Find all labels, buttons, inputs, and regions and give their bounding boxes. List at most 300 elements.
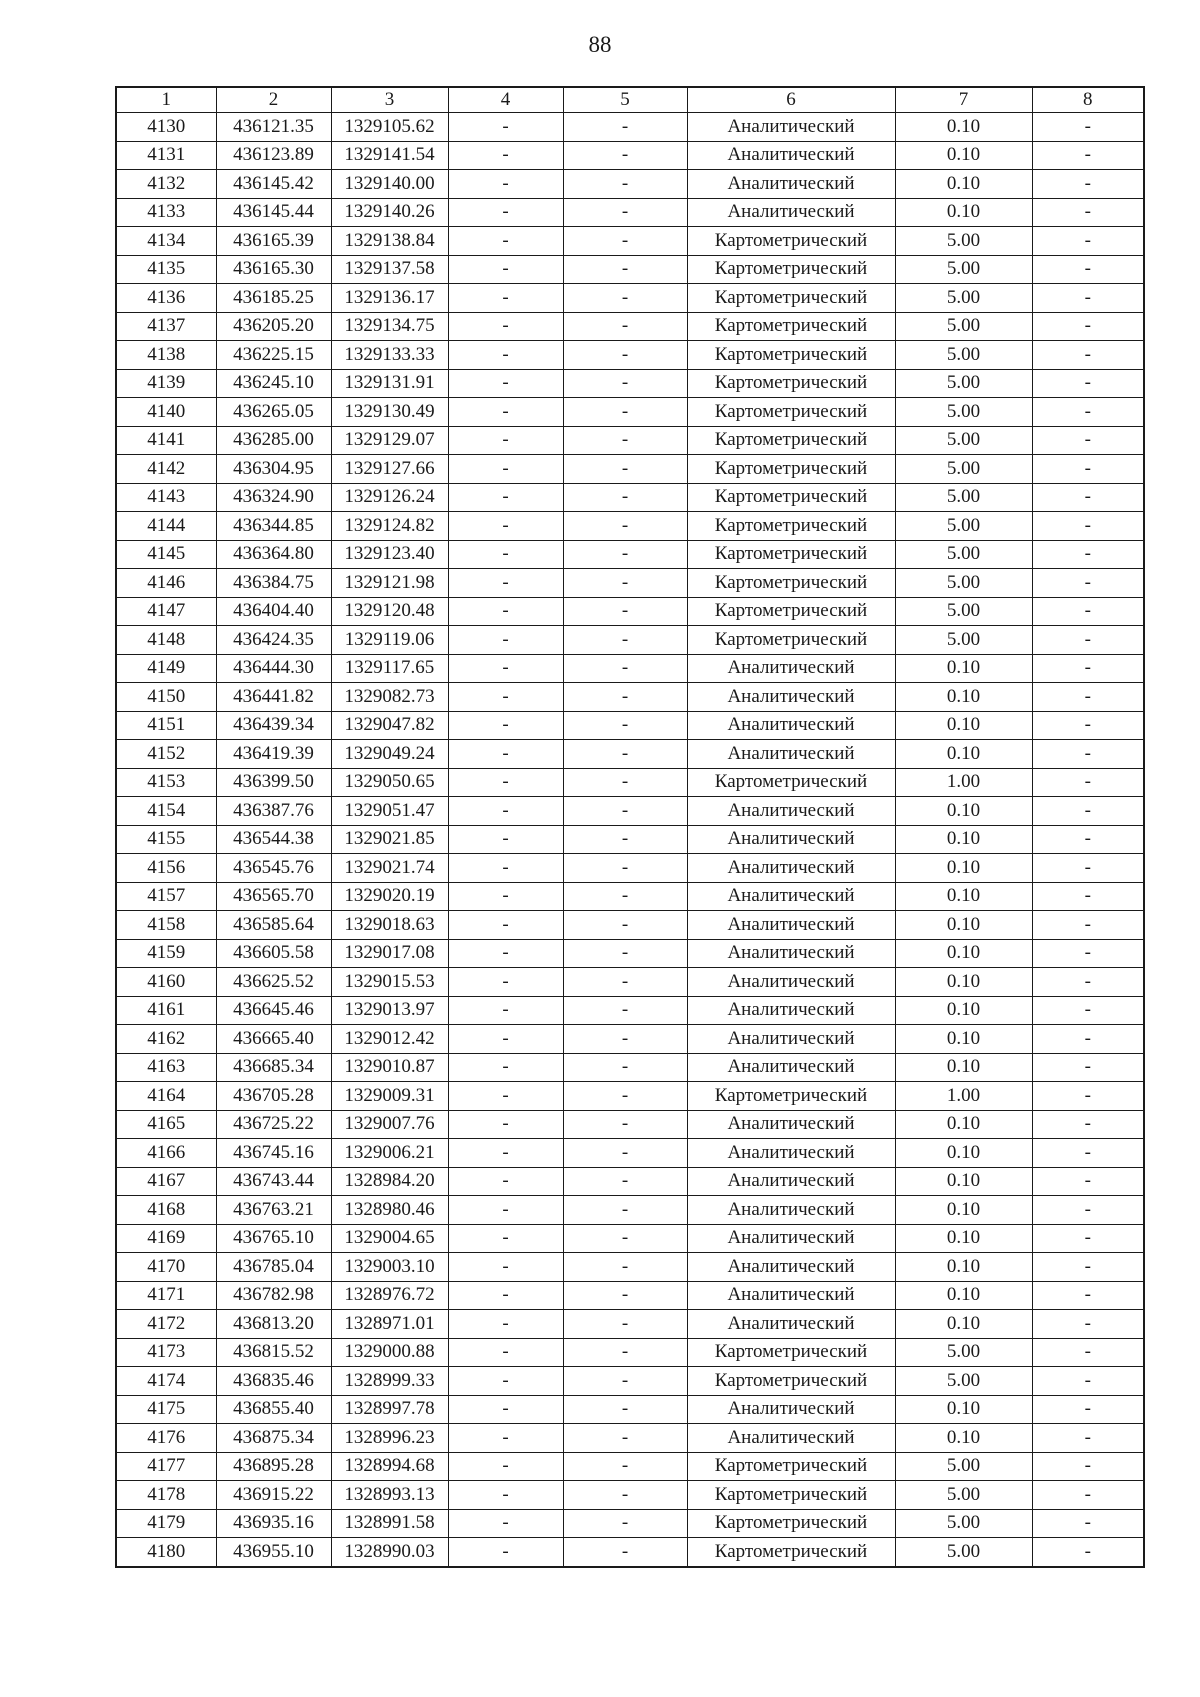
table-cell: 436935.16 [216, 1509, 331, 1538]
table-cell: 436424.35 [216, 626, 331, 655]
table-cell: - [563, 1196, 687, 1225]
table-cell: 436665.40 [216, 1025, 331, 1054]
table-cell: 1328971.01 [331, 1310, 448, 1339]
table-cell: - [448, 512, 563, 541]
table-cell: - [1032, 455, 1144, 484]
table-cell: 1329082.73 [331, 683, 448, 712]
table-row [116, 1082, 1144, 1111]
table-cell: - [563, 654, 687, 683]
table-cell: 1329120.48 [331, 597, 448, 626]
table-cell: 436121.35 [216, 113, 331, 142]
table-cell: 0.10 [895, 141, 1032, 170]
table-cell: 4167 [116, 1167, 216, 1196]
table-cell: 1329127.66 [331, 455, 448, 484]
table-cell: - [563, 426, 687, 455]
table-row [116, 1053, 1144, 1082]
table-cell: Картометрический [687, 1338, 895, 1367]
table-cell: 1329018.63 [331, 911, 448, 940]
table-cell: 436765.10 [216, 1224, 331, 1253]
table-cell: Картометрический [687, 312, 895, 341]
table-cell: 1328984.20 [331, 1167, 448, 1196]
table-cell: 4169 [116, 1224, 216, 1253]
table-cell: 436441.82 [216, 683, 331, 712]
table-cell: - [448, 1025, 563, 1054]
table-cell: Аналитический [687, 113, 895, 142]
table-cell: 0.10 [895, 1110, 1032, 1139]
table-cell: - [448, 1395, 563, 1424]
table-cell: 436705.28 [216, 1082, 331, 1111]
table-cell: 436265.05 [216, 398, 331, 427]
table-cell: Аналитический [687, 797, 895, 826]
table-cell: 436625.52 [216, 968, 331, 997]
table-cell: - [448, 996, 563, 1025]
table-cell: 0.10 [895, 1281, 1032, 1310]
table-cell: 4146 [116, 569, 216, 598]
table-cell: - [1032, 198, 1144, 227]
table-cell: Аналитический [687, 740, 895, 769]
table-cell: 4138 [116, 341, 216, 370]
table-cell: 436815.52 [216, 1338, 331, 1367]
table-cell: - [1032, 768, 1144, 797]
table-cell: - [448, 255, 563, 284]
table-cell: - [1032, 1224, 1144, 1253]
table-cell: - [1032, 882, 1144, 911]
table-cell: 4168 [116, 1196, 216, 1225]
table-cell: 436782.98 [216, 1281, 331, 1310]
column-header: 4 [448, 87, 563, 113]
table-cell: - [448, 711, 563, 740]
table-cell: 436123.89 [216, 141, 331, 170]
table-cell: - [563, 939, 687, 968]
table-cell: 0.10 [895, 654, 1032, 683]
table-cell: - [1032, 426, 1144, 455]
table-cell: 436685.34 [216, 1053, 331, 1082]
table-cell: - [563, 113, 687, 142]
table-header-row [116, 87, 1144, 113]
table-cell: Картометрический [687, 1452, 895, 1481]
table-cell: - [563, 683, 687, 712]
table-row [116, 939, 1144, 968]
table-cell: - [563, 597, 687, 626]
table-cell: - [1032, 740, 1144, 769]
table-row [116, 996, 1144, 1025]
table-cell: - [1032, 1367, 1144, 1396]
table-row [116, 1509, 1144, 1538]
table-row [116, 768, 1144, 797]
table-cell: Аналитический [687, 1224, 895, 1253]
table-cell: - [563, 512, 687, 541]
table-cell: 4161 [116, 996, 216, 1025]
table-cell: - [1032, 1025, 1144, 1054]
table-cell: 5.00 [895, 597, 1032, 626]
table-cell: Аналитический [687, 996, 895, 1025]
table-cell: - [1032, 1395, 1144, 1424]
table-cell: 4154 [116, 797, 216, 826]
table-cell: 4164 [116, 1082, 216, 1111]
table-cell: - [563, 227, 687, 256]
table-cell: Аналитический [687, 882, 895, 911]
table-cell: 1329003.10 [331, 1253, 448, 1282]
table-cell: - [563, 740, 687, 769]
table-cell: - [448, 1481, 563, 1510]
table-cell: 5.00 [895, 512, 1032, 541]
table-cell: - [1032, 170, 1144, 199]
table-cell: Аналитический [687, 1053, 895, 1082]
table-cell: 5.00 [895, 483, 1032, 512]
table-cell: Аналитический [687, 1395, 895, 1424]
table-cell: - [1032, 711, 1144, 740]
table-cell: - [448, 398, 563, 427]
table-cell: Аналитический [687, 1167, 895, 1196]
table-row [116, 1310, 1144, 1339]
table-cell: 4160 [116, 968, 216, 997]
table-cell: 436344.85 [216, 512, 331, 541]
table-cell: Аналитический [687, 854, 895, 883]
table-cell: Картометрический [687, 626, 895, 655]
table-row [116, 882, 1144, 911]
table-cell: - [448, 198, 563, 227]
table-cell: 0.10 [895, 1139, 1032, 1168]
table-cell: Аналитический [687, 1025, 895, 1054]
table-row [116, 426, 1144, 455]
table-cell: - [448, 1281, 563, 1310]
table-row [116, 711, 1144, 740]
table-cell: Аналитический [687, 1196, 895, 1225]
table-row [116, 1395, 1144, 1424]
table-cell: 5.00 [895, 1481, 1032, 1510]
table-cell: 1329000.88 [331, 1338, 448, 1367]
table-cell: 436544.38 [216, 825, 331, 854]
table-cell: 0.10 [895, 1053, 1032, 1082]
table-row [116, 1253, 1144, 1282]
table-cell: Картометрический [687, 597, 895, 626]
table-cell: Аналитический [687, 911, 895, 940]
table-cell: 1329121.98 [331, 569, 448, 598]
table-cell: - [563, 1452, 687, 1481]
table-row [116, 1110, 1144, 1139]
table-row [116, 740, 1144, 769]
table-cell: - [1032, 939, 1144, 968]
table-cell: 4175 [116, 1395, 216, 1424]
table-cell: 436895.28 [216, 1452, 331, 1481]
table-cell: 0.10 [895, 939, 1032, 968]
table-cell: - [1032, 255, 1144, 284]
table-cell: - [1032, 113, 1144, 142]
table-cell: 1328993.13 [331, 1481, 448, 1510]
table-cell: 5.00 [895, 455, 1032, 484]
table-cell: - [1032, 1053, 1144, 1082]
table-cell: - [1032, 512, 1144, 541]
table-cell: 1329133.33 [331, 341, 448, 370]
table-cell: 436645.46 [216, 996, 331, 1025]
table-cell: - [563, 141, 687, 170]
column-header: 5 [563, 87, 687, 113]
table-cell: 4173 [116, 1338, 216, 1367]
table-cell: 1329119.06 [331, 626, 448, 655]
table-cell: - [563, 341, 687, 370]
table-cell: 0.10 [895, 911, 1032, 940]
table-cell: Аналитический [687, 1139, 895, 1168]
column-header: 3 [331, 87, 448, 113]
table-cell: 436585.64 [216, 911, 331, 940]
table-cell: 436225.15 [216, 341, 331, 370]
table-cell: - [448, 312, 563, 341]
table-cell: 5.00 [895, 569, 1032, 598]
table-cell: 0.10 [895, 1310, 1032, 1339]
table-cell: - [563, 1481, 687, 1510]
table-cell: - [1032, 1196, 1144, 1225]
table-cell: 4145 [116, 540, 216, 569]
table-cell: - [563, 1338, 687, 1367]
table-cell: 5.00 [895, 1338, 1032, 1367]
table-cell: - [1032, 1310, 1144, 1339]
table-row [116, 255, 1144, 284]
column-header: 7 [895, 87, 1032, 113]
table-cell: 5.00 [895, 255, 1032, 284]
table-cell: - [563, 996, 687, 1025]
table-cell: Аналитический [687, 1281, 895, 1310]
table-cell: 4172 [116, 1310, 216, 1339]
table-cell: 1329009.31 [331, 1082, 448, 1111]
table-row [116, 1367, 1144, 1396]
table-cell: 4171 [116, 1281, 216, 1310]
table-cell: - [563, 854, 687, 883]
table-cell: 4143 [116, 483, 216, 512]
table-cell: 5.00 [895, 1367, 1032, 1396]
table-cell: - [563, 1082, 687, 1111]
table-cell: 1329006.21 [331, 1139, 448, 1168]
table-row [116, 1025, 1144, 1054]
table-cell: 1329004.65 [331, 1224, 448, 1253]
table-cell: - [448, 1310, 563, 1339]
table-cell: - [1032, 369, 1144, 398]
table-cell: - [1032, 483, 1144, 512]
table-row [116, 1281, 1144, 1310]
table-cell: - [1032, 312, 1144, 341]
table-cell: - [448, 654, 563, 683]
table-cell: 1329140.26 [331, 198, 448, 227]
table-cell: Картометрический [687, 455, 895, 484]
table-cell: 1328994.68 [331, 1452, 448, 1481]
table-cell: - [1032, 341, 1144, 370]
table-cell: 436364.80 [216, 540, 331, 569]
table-cell: 0.10 [895, 996, 1032, 1025]
table-cell: 1.00 [895, 1082, 1032, 1111]
table-row [116, 284, 1144, 313]
table-row [116, 854, 1144, 883]
table-cell: 1329049.24 [331, 740, 448, 769]
table-cell: 1329137.58 [331, 255, 448, 284]
table-cell: 436145.44 [216, 198, 331, 227]
table-cell: 1329013.97 [331, 996, 448, 1025]
table-row [116, 483, 1144, 512]
table-cell: 0.10 [895, 797, 1032, 826]
table-cell: - [448, 426, 563, 455]
table-cell: - [448, 455, 563, 484]
table-cell: 1329117.65 [331, 654, 448, 683]
table-row [116, 1224, 1144, 1253]
table-cell: 4179 [116, 1509, 216, 1538]
table-cell: 5.00 [895, 426, 1032, 455]
table-cell: 436439.34 [216, 711, 331, 740]
table-row [116, 113, 1144, 142]
table-cell: 436387.76 [216, 797, 331, 826]
table-cell: - [563, 968, 687, 997]
table-cell: 4149 [116, 654, 216, 683]
coordinates-table [115, 86, 1145, 1568]
table-cell: 4133 [116, 198, 216, 227]
table-cell: 4141 [116, 426, 216, 455]
table-cell: 436245.10 [216, 369, 331, 398]
table-cell: 4156 [116, 854, 216, 883]
table-cell: 0.10 [895, 1424, 1032, 1453]
table-cell: - [448, 1110, 563, 1139]
table-cell: Картометрический [687, 1509, 895, 1538]
table-cell: 1329020.19 [331, 882, 448, 911]
table-cell: 436955.10 [216, 1538, 331, 1567]
table-cell: Картометрический [687, 284, 895, 313]
table-cell: Аналитический [687, 654, 895, 683]
table-cell: 1328996.23 [331, 1424, 448, 1453]
table-cell: 0.10 [895, 711, 1032, 740]
table-cell: 4151 [116, 711, 216, 740]
table-cell: 5.00 [895, 369, 1032, 398]
table-cell: 0.10 [895, 1253, 1032, 1282]
table-cell: 436725.22 [216, 1110, 331, 1139]
table-cell: 4180 [116, 1538, 216, 1567]
table-cell: Аналитический [687, 1424, 895, 1453]
table-cell: 436605.58 [216, 939, 331, 968]
table-cell: - [1032, 1452, 1144, 1481]
table-cell: 0.10 [895, 854, 1032, 883]
table-cell: 4148 [116, 626, 216, 655]
table-cell: - [563, 797, 687, 826]
table-cell: - [1032, 1281, 1144, 1310]
table-cell: - [448, 882, 563, 911]
table-cell: - [1032, 569, 1144, 598]
table-cell: Аналитический [687, 1253, 895, 1282]
table-cell: - [1032, 626, 1144, 655]
table-cell: - [563, 626, 687, 655]
table-cell: - [1032, 1338, 1144, 1367]
table-cell: 4170 [116, 1253, 216, 1282]
table-cell: 4134 [116, 227, 216, 256]
table-cell: 1328997.78 [331, 1395, 448, 1424]
table-cell: - [1032, 1082, 1144, 1111]
table-cell: 436145.42 [216, 170, 331, 199]
table-cell: 4131 [116, 141, 216, 170]
table-row [116, 1481, 1144, 1510]
table-cell: - [448, 141, 563, 170]
table-cell: - [563, 882, 687, 911]
table-cell: - [448, 597, 563, 626]
table-cell: Картометрический [687, 512, 895, 541]
table-cell: - [563, 1253, 687, 1282]
table-cell: Картометрический [687, 1082, 895, 1111]
table-cell: - [1032, 1509, 1144, 1538]
table-cell: Картометрический [687, 768, 895, 797]
table-cell: Картометрический [687, 1367, 895, 1396]
table-cell: Картометрический [687, 540, 895, 569]
table-cell: - [448, 483, 563, 512]
table-row [116, 1538, 1144, 1567]
table-cell: - [1032, 597, 1144, 626]
table-cell: - [448, 369, 563, 398]
table-cell: 1329123.40 [331, 540, 448, 569]
table-cell: 0.10 [895, 740, 1032, 769]
table-cell: - [1032, 1167, 1144, 1196]
table-cell: 1329134.75 [331, 312, 448, 341]
table-cell: 436745.16 [216, 1139, 331, 1168]
table-cell: 1329051.47 [331, 797, 448, 826]
table-cell: - [448, 854, 563, 883]
table-cell: Картометрический [687, 483, 895, 512]
table-cell: 4158 [116, 911, 216, 940]
table-cell: Картометрический [687, 369, 895, 398]
table-cell: - [563, 369, 687, 398]
table-cell: - [448, 968, 563, 997]
table-cell: - [448, 1139, 563, 1168]
table-cell: - [563, 1139, 687, 1168]
table-cell: - [448, 626, 563, 655]
table-cell: 5.00 [895, 284, 1032, 313]
table-cell: Картометрический [687, 255, 895, 284]
table-row [116, 825, 1144, 854]
table-cell: 1329047.82 [331, 711, 448, 740]
table-cell: Аналитический [687, 198, 895, 227]
table-cell: 4163 [116, 1053, 216, 1082]
table-cell: - [563, 170, 687, 199]
table-cell: 1329126.24 [331, 483, 448, 512]
table-cell: - [448, 939, 563, 968]
table-cell: - [563, 1167, 687, 1196]
table-row [116, 626, 1144, 655]
table-row [116, 141, 1144, 170]
table-cell: 5.00 [895, 312, 1032, 341]
table-cell: - [563, 1367, 687, 1396]
table-cell: 4140 [116, 398, 216, 427]
column-header: 6 [687, 87, 895, 113]
table-cell: Аналитический [687, 1110, 895, 1139]
table-cell: 436419.39 [216, 740, 331, 769]
table-cell: 0.10 [895, 825, 1032, 854]
table-cell: Аналитический [687, 170, 895, 199]
table-cell: 1329021.74 [331, 854, 448, 883]
table-cell: 0.10 [895, 170, 1032, 199]
table-cell: 436763.21 [216, 1196, 331, 1225]
table-cell: 4176 [116, 1424, 216, 1453]
table-cell: Картометрический [687, 227, 895, 256]
table-cell: - [448, 1053, 563, 1082]
table-cell: Картометрический [687, 398, 895, 427]
table-cell: - [563, 1025, 687, 1054]
table-cell: Картометрический [687, 569, 895, 598]
table-row [116, 1424, 1144, 1453]
table-cell: 4166 [116, 1139, 216, 1168]
table-cell: - [563, 825, 687, 854]
table-cell: 4139 [116, 369, 216, 398]
table-cell: 5.00 [895, 1509, 1032, 1538]
table-row [116, 569, 1144, 598]
table-cell: - [448, 797, 563, 826]
table-cell: 0.10 [895, 1167, 1032, 1196]
table-cell: 0.10 [895, 683, 1032, 712]
table-cell: - [448, 1082, 563, 1111]
table-cell: Аналитический [687, 141, 895, 170]
table-cell: - [448, 1509, 563, 1538]
table-cell: - [448, 1338, 563, 1367]
table-cell: 436205.20 [216, 312, 331, 341]
